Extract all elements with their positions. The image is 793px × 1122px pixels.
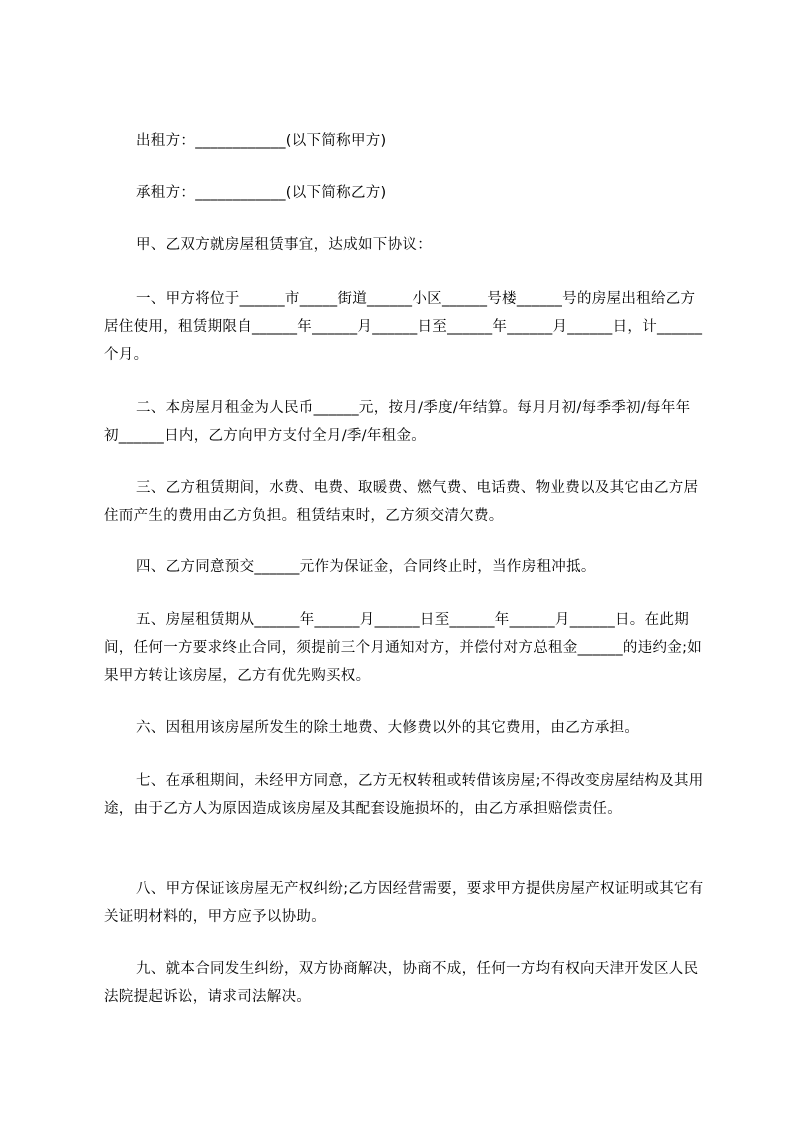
- intro-line: 甲、乙双方就房屋租赁事宜，达成如下协议：: [136, 237, 432, 253]
- clause-6: 六、因租用该房屋所发生的除土地费、大修费以外的其它费用，由乙方承担。: [136, 720, 640, 736]
- clause-1: 一、甲方将位于______市_____街道______小区______号楼______号的房屋出租给乙方居住使用，租赁期限自______年______月______日至______年______月______日，计______个月。: [104, 291, 703, 363]
- lessee-line: 承租方：____________(以下简称乙方): [136, 185, 387, 201]
- clause-4: 四、乙方同意预交______元作为保证金，合同终止时，当作房租冲抵。: [136, 559, 596, 575]
- clause-5: 五、房屋租赁期从______年______月______日至______年______月______日。在此期间，任何一方要求终止合同，须提前三个月通知对方，并偿付对方总租金______的违约金;如果甲方转让该房屋，乙方有优先购买权。: [104, 612, 703, 684]
- clause-3: 三、乙方租赁期间，水费、电费、取暖费、燃气费、电话费、物业费以及其它由乙方居住而产生的费用由乙方负担。租赁结束时，乙方须交清欠费。: [104, 480, 699, 524]
- clause-9: 九、就本合同发生纠纷，双方协商解决，协商不成，任何一方均有权向天津开发区人民法院提起诉讼，请求司法解决。: [104, 961, 699, 1005]
- clause-7: 七、在承租期间，未经甲方同意，乙方无权转租或转借该房屋;不得改变房屋结构及其用途，由于乙方人为原因造成该房屋及其配套设施损坏的，由乙方承担赔偿责任。: [104, 773, 704, 817]
- clause-8: 八、甲方保证该房屋无产权纠纷;乙方因经营需要，要求甲方提供房屋产权证明或其它有关证明材料的，甲方应予以协助。: [104, 881, 704, 925]
- clause-2: 二、本房屋月租金为人民币______元，按月/季度/年结算。每月月初/每季季初/每年年初______日内，乙方向甲方支付全月/季/年租金。: [104, 400, 691, 444]
- lessor-line: 出租方：____________(以下简称甲方): [136, 133, 387, 149]
